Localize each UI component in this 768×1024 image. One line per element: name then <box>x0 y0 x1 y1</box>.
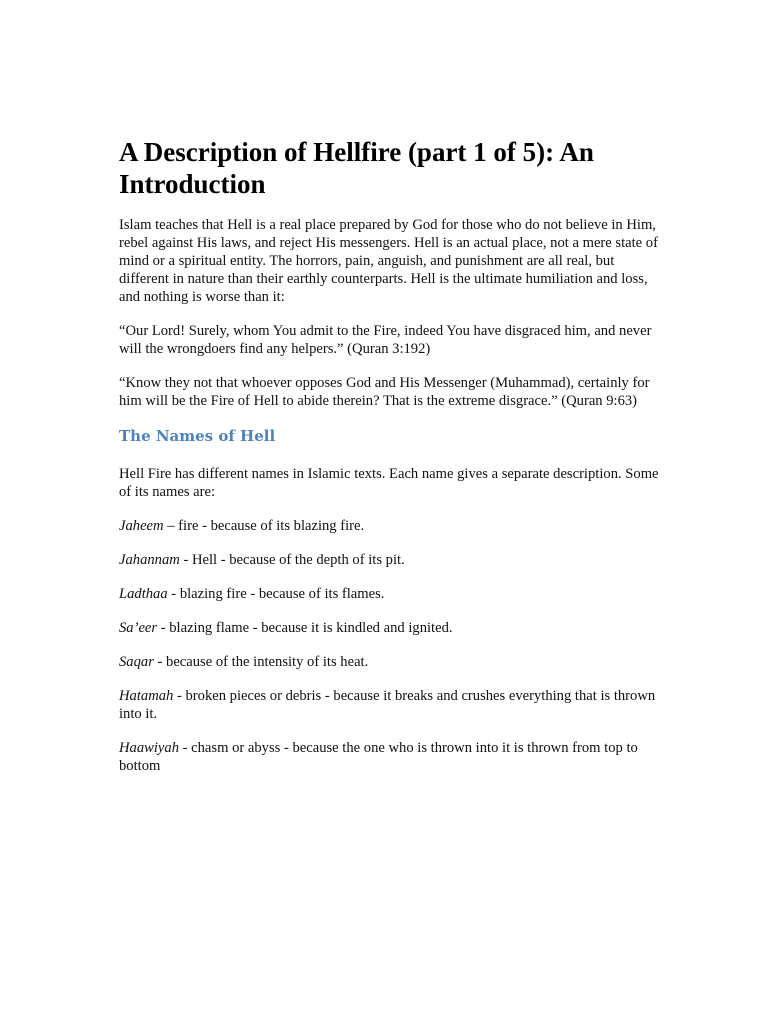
quote-quran-3-192: “Our Lord! Surely, whom You admit to the Fire, indeed You have disgraced him, and never will the wrongdoers find any helpers.” (Quran 3:192) <box>119 323 652 357</box>
intro-paragraph: Islam teaches that Hell is a real place prepared by God for those who do not believe in Him, rebel against His laws, and reject His messengers. Hell is an actual place, not a mere state of mind or a spiritual entity. The horrors, pain, anguish, and punishment are all real, but different in nature than their earthly counterparts. Hell is the ultimate humiliation and loss, and nothing is worse than it: <box>119 217 658 305</box>
name-description: – fire - because of its blazing fire. <box>163 518 365 534</box>
name-term: Jaheem <box>119 518 164 534</box>
names-intro-paragraph: Hell Fire has different names in Islamic texts. Each name gives a separate description. Some of its names are: <box>119 466 659 500</box>
name-description: - Hell - because of the depth of its pit. <box>179 552 405 568</box>
name-description: - blazing flame - because it is kindled and ignited. <box>157 620 453 636</box>
name-entry-ladthaa <box>119 585 659 603</box>
name-term: Ladthaa <box>119 586 168 602</box>
name-term: Saqar <box>119 654 154 670</box>
name-entry-hatamah <box>119 687 659 723</box>
name-entry-saeer <box>119 619 659 637</box>
quote-quran-9-63: “Know they not that whoever opposes God and His Messenger (Muhammad), certainly for him will be the Fire of Hell to abide therein? That is the extreme disgrace.” (Quran 9:63) <box>119 375 650 409</box>
page-title: A Description of Hellfire (part 1 of 5): An Introduction <box>119 137 594 199</box>
name-entry-jaheem <box>119 517 659 535</box>
name-entry-haawiyah <box>119 739 659 775</box>
name-description: - blazing fire - because of its flames. <box>167 586 385 602</box>
name-term: Hatamah <box>119 688 174 704</box>
name-description: - chasm or abyss - because the one who is thrown into it is thrown from top to bottom <box>119 740 638 774</box>
name-term: Sa’eer <box>119 620 158 636</box>
name-description: - broken pieces or debris - because it breaks and crushes everything that is thrown into it. <box>119 688 656 722</box>
section-heading-names-of-hell: The Names of Hell <box>119 427 276 445</box>
name-entry-jahannam <box>119 551 659 569</box>
name-description: - because of the intensity of its heat. <box>153 654 369 670</box>
name-term: Jahannam <box>119 552 180 568</box>
name-entry-saqar <box>119 653 659 671</box>
name-term: Haawiyah <box>119 740 179 756</box>
document-page <box>119 136 659 775</box>
